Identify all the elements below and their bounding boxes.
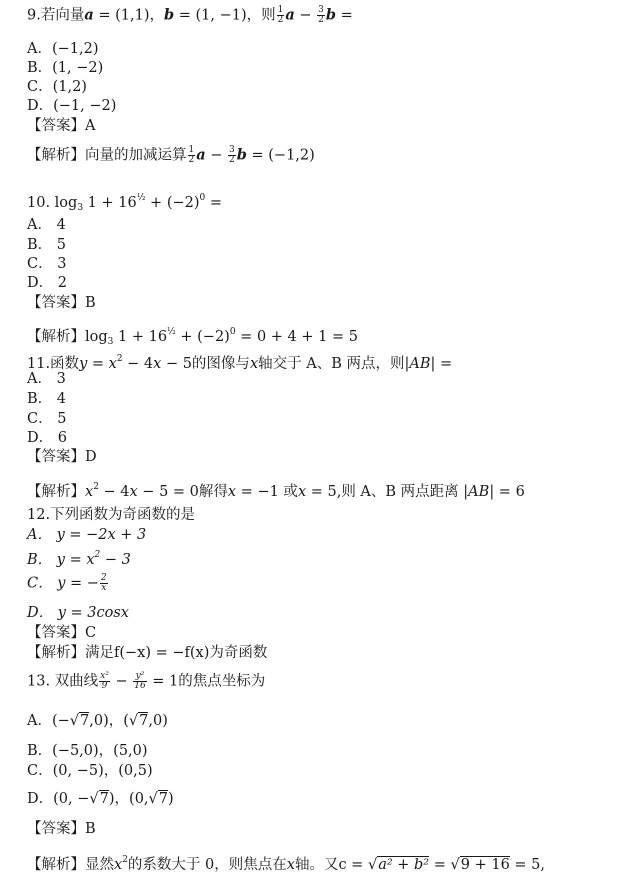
option-text: A．(− [27, 713, 70, 729]
analysis-text: 向量的加减运算 [85, 147, 187, 164]
q13-option-b: B．(−5,0)，(5,0) [27, 743, 148, 759]
answer-tag: 【答案】 [27, 625, 85, 641]
analysis-tag: 【解析】 [27, 147, 85, 164]
q12-answer [27, 624, 96, 642]
frac-num: 3 [318, 5, 324, 15]
fraction-three-half [317, 6, 325, 25]
q13-stem [27, 672, 265, 691]
q10-option-d: D． 2 [27, 275, 67, 291]
q11-option-d: D． 6 [27, 430, 67, 446]
exponent-two: 2 [116, 354, 123, 364]
fraction-three-half [228, 146, 236, 165]
q9-option-d: D．(−1, −2) [27, 98, 117, 114]
option-text: ,0)，( [89, 713, 129, 729]
equals: = [429, 857, 451, 873]
fraction-x2-over-9 [99, 672, 110, 691]
option-text: − 3 [100, 552, 131, 568]
exponent-two: 2 [93, 482, 99, 492]
var-x: x [297, 484, 307, 500]
option-text: B． y = x [27, 552, 95, 568]
q9-option-c: C．(1,2) [27, 79, 87, 95]
q12-analysis [27, 644, 267, 662]
answer-value: B [85, 295, 96, 311]
q11-stem [27, 350, 452, 373]
exponent-zero: 0 [199, 193, 206, 203]
exponent-zero: 0 [229, 327, 236, 337]
sqrt-radicand: 9 + 16 [460, 857, 510, 873]
q13-option-a: A．(−√7,0)，(√7,0) [27, 713, 168, 729]
q13-stem-text: 13. 双曲线 [27, 673, 99, 690]
equals: | = [430, 356, 453, 372]
q11-answer [27, 448, 97, 466]
sqrt-radicand: 7 [80, 713, 90, 729]
vector-b: b [236, 146, 247, 164]
analysis-part-c: + (−2) [175, 329, 230, 345]
var-x: x [227, 484, 237, 500]
log-text: log [85, 329, 108, 345]
var-x: x [108, 356, 117, 372]
fraction-y2-over-16 [133, 672, 146, 691]
q11-part: − 5的图像与 [161, 356, 250, 372]
answer-value: D [85, 449, 97, 465]
q10-option-c: C． 3 [27, 256, 67, 272]
exponent-two: 2 [122, 855, 128, 865]
equals: = [205, 195, 223, 211]
frac-den: 16 [134, 681, 146, 691]
frac-den: 9 [101, 681, 108, 691]
q12-option-c [27, 574, 109, 593]
q10-option-a: A． 4 [27, 217, 66, 233]
answer-value: B [85, 821, 96, 837]
option-text: )，(0, [108, 791, 149, 807]
answer-tag: 【答案】 [27, 821, 85, 837]
analysis-tag: 【解析】 [27, 645, 85, 661]
analysis-part: − 5 = 0解得 [137, 484, 228, 500]
analysis-result: | = 6 [489, 484, 525, 500]
q11-option-b: B． 4 [27, 391, 66, 407]
analysis-tag: 【解析】 [27, 484, 85, 500]
sqrt-radicand: 7 [99, 791, 109, 807]
q9-option-a: A．(−1,2) [27, 41, 99, 57]
analysis-part: = 5,则 A、B 两点距离 | [306, 484, 469, 500]
frac-num: x² [100, 671, 109, 681]
analysis-result: = (−1,2) [246, 147, 315, 164]
exponent-two: 2 [94, 550, 101, 560]
var-x: x [85, 484, 94, 500]
q11-stem-text: 11.函数 [27, 356, 80, 372]
q10-analysis [27, 323, 358, 351]
minus: − [205, 147, 228, 164]
answer-tag: 【答案】 [27, 295, 85, 311]
analysis-tag: 【解析】 [27, 857, 85, 873]
analysis-tag: 【解析】 [27, 329, 85, 345]
option-text: C． y = − [27, 575, 99, 592]
option-text: D．(0, − [27, 791, 90, 807]
q13-option-d: D．(0, −√7)，(0,√7) [27, 791, 174, 807]
analysis-text: 的系数大于 0，则焦点在 [127, 857, 287, 873]
equals: = [336, 7, 353, 24]
var-x: x [129, 484, 138, 500]
vector-a: a [84, 6, 94, 24]
sqrt-radicand: a² + b² [378, 857, 430, 873]
answer-tag: 【答案】 [27, 118, 85, 134]
fraction-one-half [188, 146, 196, 165]
vector-a: a [285, 6, 295, 24]
q10-answer [27, 294, 96, 312]
var-x: x [286, 857, 295, 873]
q10-option-b: B． 5 [27, 237, 66, 253]
frac-den: 2 [188, 155, 195, 165]
exponent-half: ½ [136, 193, 146, 203]
analysis-text: 满足f(−x) = −f(x)为奇函数 [85, 645, 268, 661]
q11-analysis [27, 478, 525, 501]
vector-a: a [196, 146, 206, 164]
q10-stem [27, 189, 222, 217]
q9-analysis [27, 146, 315, 165]
log-base: 3 [77, 203, 84, 213]
minus: − [110, 673, 133, 690]
frac-num: y² [133, 672, 146, 682]
vector-b: b [325, 6, 337, 24]
exponent-half: ½ [167, 327, 176, 337]
q13-stem-text: = 1的焦点坐标为 [147, 673, 266, 690]
analysis-result: = 5, [509, 857, 545, 873]
var-ab: AB [409, 356, 431, 372]
var-x: x [114, 857, 123, 873]
var-ab: AB [468, 484, 490, 500]
vector-b: b [164, 6, 175, 24]
option-text: ) [168, 791, 174, 807]
analysis-text: 轴。又c = [294, 857, 368, 873]
q10-part-b: 1 + 16 [83, 195, 137, 211]
minus: − [294, 7, 317, 24]
q9-stem [27, 6, 353, 25]
q13-answer [27, 820, 96, 838]
var-x: x [249, 356, 259, 372]
fraction-one-half [277, 6, 285, 25]
analysis-part: − 4 [98, 484, 130, 500]
frac-den: x [101, 583, 107, 593]
analysis-result: = 0 + 4 + 1 = 5 [235, 329, 358, 345]
q10-part-c: + (−2) [145, 195, 200, 211]
var-x: x [153, 356, 162, 372]
q12-option-b [27, 546, 131, 569]
q11-part: − 4 [122, 356, 154, 372]
analysis-part: = −1 或 [236, 484, 298, 500]
q12-stem: 12.下列函数为奇函数的是 [27, 507, 196, 523]
var-y: y [79, 356, 88, 372]
frac-den: 2 [277, 15, 284, 25]
log-text: 10. log [27, 195, 78, 211]
q9-eq-b: = (1, −1)，则 [174, 7, 276, 24]
q9-option-b: B．(1, −2) [27, 60, 104, 76]
frac-num: 1 [188, 145, 195, 155]
frac-num: 2 [100, 573, 107, 583]
q12-option-d: D． y = 3cosx [27, 605, 129, 621]
answer-value: C [85, 625, 97, 641]
sqrt-radicand: 7 [139, 713, 149, 729]
q9-stem-text: 9.若向量 [27, 7, 85, 24]
q9-eq-a: = (1,1)， [93, 7, 164, 24]
frac-den: 2 [318, 15, 324, 25]
q11-part: 轴交于 A、B 两点，则| [258, 356, 410, 372]
frac-den: 2 [229, 155, 235, 165]
q11-option-a: A． 3 [27, 371, 66, 387]
q13-analysis: 【解析】显然$x^2$的系数大于 0，则焦点在x轴。又c = √a² + b² = √9 + 16 = 5, [27, 855, 545, 873]
q12-option-a: A． y = −2x + 3 [27, 527, 147, 543]
fraction-two-over-x [100, 574, 108, 593]
analysis-text: 显然 [85, 857, 114, 873]
sqrt-radicand: 7 [158, 791, 169, 807]
q13-option-c: C．(0, −5)，(0,5) [27, 763, 153, 779]
answer-value: A [85, 118, 96, 134]
q9-answer [27, 117, 95, 135]
frac-num: 1 [277, 5, 284, 15]
option-text: ,0) [148, 713, 168, 729]
answer-tag: 【答案】 [27, 449, 85, 465]
equals: = [87, 356, 109, 372]
q11-option-c: C． 5 [27, 411, 67, 427]
log-base: 3 [107, 337, 114, 347]
analysis-part-b: 1 + 16 [113, 329, 168, 345]
frac-num: 3 [229, 145, 235, 155]
